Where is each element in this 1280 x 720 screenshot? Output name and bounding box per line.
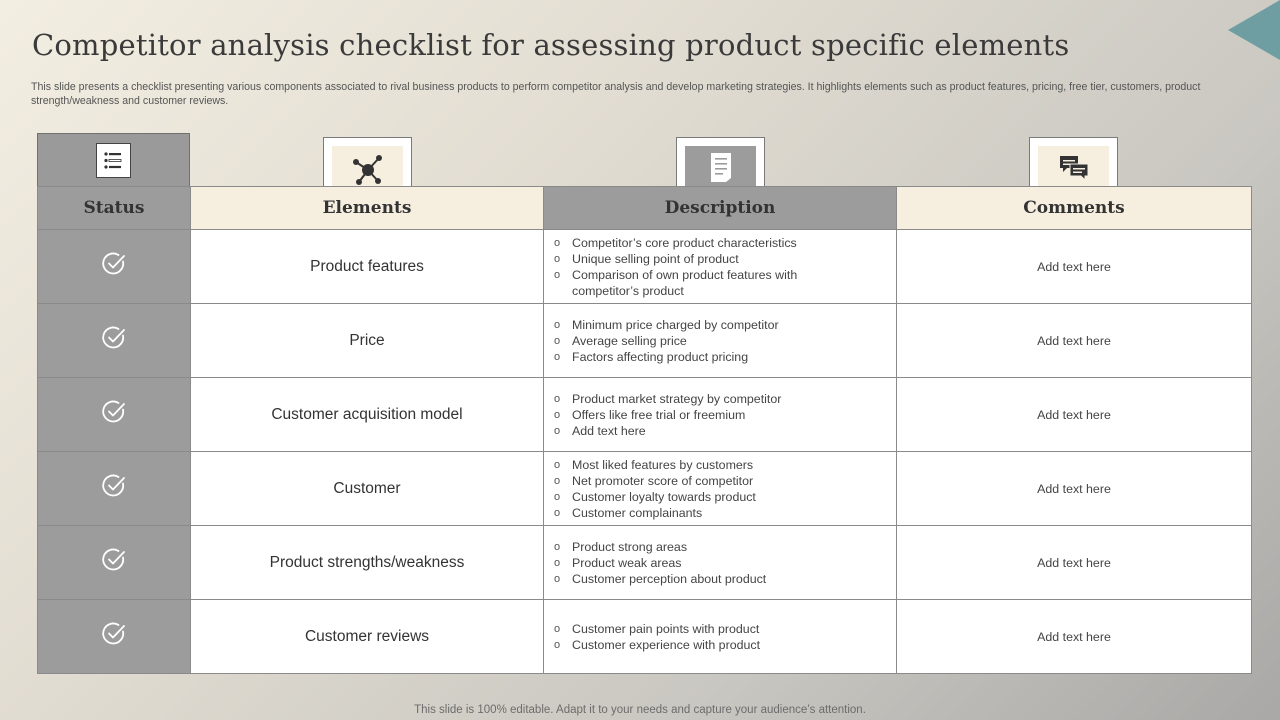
description-item (552, 473, 832, 489)
status-header-icon-box (37, 133, 190, 187)
status-cell (38, 378, 191, 452)
description-cell (544, 304, 897, 378)
elements-header: Elements (191, 187, 544, 230)
description-header-icon-box (676, 137, 765, 187)
footer-note: This slide is 100% editable. Adapt it to your needs and capture your audience’s attention. (414, 704, 866, 716)
description-text: Unique selling point of product (572, 251, 739, 266)
comment-cell[interactable]: Add text here (897, 600, 1252, 674)
document-icon (685, 146, 756, 187)
status-cell (38, 600, 191, 674)
description-text: Average selling price (572, 333, 687, 348)
check-circle-icon (101, 547, 127, 573)
description-text: Customer pain points with product (572, 621, 760, 636)
element-cell: Product features (191, 230, 544, 304)
description-text: Customer loyalty towards product (572, 489, 756, 504)
checklist-table (37, 186, 1252, 674)
check-circle-icon (101, 325, 127, 351)
description-text: Customer complainants (572, 505, 703, 520)
description-list (544, 235, 896, 299)
bullet-circle-icon: o (554, 556, 561, 569)
bullet-circle-icon: o (554, 334, 561, 347)
bullet-circle-icon: o (554, 506, 561, 519)
bullet-circle-icon: o (554, 622, 561, 635)
bullet-circle-icon: o (554, 474, 561, 487)
element-cell: Customer (191, 452, 544, 526)
description-item (552, 423, 832, 439)
description-text: Factors affecting product pricing (572, 349, 749, 364)
page-title: Competitor analysis checklist for assessing product specific elements (32, 28, 1070, 62)
description-text: Product market strategy by competitor (572, 391, 782, 406)
elements-header-icon-box (323, 137, 412, 187)
table-row (38, 378, 1252, 452)
network-icon (332, 146, 403, 187)
description-item (552, 391, 832, 407)
bullet-circle-icon: o (554, 392, 561, 405)
element-cell: Customer reviews (191, 600, 544, 674)
comment-cell[interactable]: Add text here (897, 452, 1252, 526)
bullet-circle-icon: o (554, 572, 561, 585)
corner-accent-triangle (1220, 0, 1280, 60)
description-item (552, 235, 832, 251)
element-cell: Price (191, 304, 544, 378)
comment-cell[interactable]: Add text here (897, 526, 1252, 600)
description-text: Minimum price charged by competitor (572, 317, 779, 332)
description-cell (544, 230, 897, 304)
bullet-circle-icon: o (554, 490, 561, 503)
description-item (552, 571, 832, 587)
description-list (544, 539, 896, 587)
description-text: Product strong areas (572, 539, 688, 554)
description-item (552, 555, 832, 571)
element-cell: Product strengths/weakness (191, 526, 544, 600)
description-text: Most liked features by customers (572, 457, 754, 472)
bullet-circle-icon: o (554, 350, 561, 363)
bullet-circle-icon: o (554, 268, 561, 281)
description-text: Comparison of own product features with competitor’s product (572, 267, 798, 298)
description-text: Offers like free trial or freemium (572, 407, 746, 422)
description-text: Customer experience with product (572, 637, 761, 652)
bullet-circle-icon: o (554, 424, 561, 437)
check-circle-icon (101, 473, 127, 499)
description-item (552, 407, 832, 423)
description-header: Description (544, 187, 897, 230)
status-cell (38, 452, 191, 526)
status-header: Status (38, 187, 191, 230)
check-circle-icon (101, 621, 127, 647)
description-cell (544, 600, 897, 674)
description-item (552, 349, 832, 365)
description-text: Product weak areas (572, 555, 682, 570)
description-item (552, 267, 832, 299)
status-cell (38, 526, 191, 600)
description-item (552, 505, 832, 521)
bullet-circle-icon: o (554, 236, 561, 249)
description-text: Customer perception about product (572, 571, 767, 586)
bullet-circle-icon: o (554, 540, 561, 553)
status-cell (38, 230, 191, 304)
comment-cell[interactable]: Add text here (897, 304, 1252, 378)
description-item (552, 457, 832, 473)
bullet-circle-icon: o (554, 408, 561, 421)
description-text: Net promoter score of competitor (572, 473, 754, 488)
description-item (552, 317, 832, 333)
bullet-circle-icon: o (554, 638, 561, 651)
comment-cell[interactable]: Add text here (897, 378, 1252, 452)
description-item (552, 621, 832, 637)
description-cell (544, 452, 897, 526)
bullet-circle-icon: o (554, 252, 561, 265)
description-cell (544, 526, 897, 600)
comments-header: Comments (897, 187, 1252, 230)
chat-icon (1038, 146, 1109, 187)
check-circle-icon (101, 251, 127, 277)
element-cell: Customer acquisition model (191, 378, 544, 452)
comments-header-icon-box (1029, 137, 1118, 187)
description-text: Add text here (572, 423, 646, 438)
description-list (544, 621, 896, 653)
table-row (38, 230, 1252, 304)
table-row (38, 452, 1252, 526)
description-item (552, 333, 832, 349)
check-circle-icon (101, 399, 127, 425)
description-list (544, 317, 896, 365)
checklist-icon (96, 143, 131, 178)
page-subtitle: This slide presents a checklist presenting various components associated to rival business products to perform competitor analysis and develop marketing strategies. It highlights elements such as product features, pricing, free tier, customers, product strength/weakness and customer reviews. (31, 81, 1201, 107)
description-item (552, 637, 832, 653)
description-list (544, 391, 896, 439)
table-row (38, 600, 1252, 674)
description-cell (544, 378, 897, 452)
bullet-circle-icon: o (554, 458, 561, 471)
description-list (544, 457, 896, 521)
description-item (552, 489, 832, 505)
description-item (552, 539, 832, 555)
status-cell (38, 304, 191, 378)
table-row (38, 526, 1252, 600)
table-row (38, 304, 1252, 378)
bullet-circle-icon: o (554, 318, 561, 331)
description-item (552, 251, 832, 267)
description-text: Competitor’s core product characteristics (572, 235, 797, 250)
comment-cell[interactable]: Add text here (897, 230, 1252, 304)
